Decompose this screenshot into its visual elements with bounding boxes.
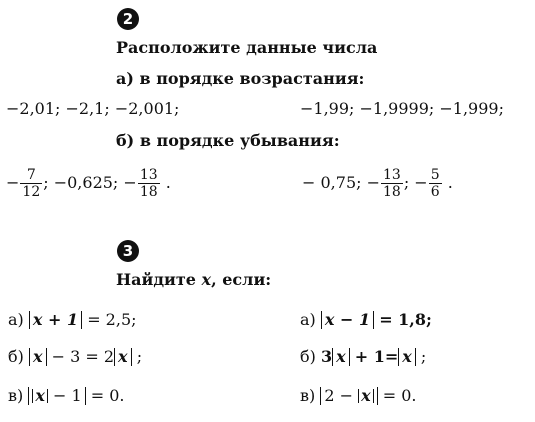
task-title: Расположите данные числа (116, 38, 378, 57)
absolute-value: x (332, 348, 350, 366)
task-title: Найдите x, если: (116, 270, 272, 289)
equation-left-a: а) x + 1 = 2,5; (8, 310, 137, 329)
fraction: $\frac{7}{12}$ (22, 167, 41, 200)
subtask-a-label: а) в порядке возрастания: (116, 69, 365, 88)
equation-right-c: в) 2 − x = 0. (300, 386, 417, 405)
absolute-value: x + 1 (29, 311, 82, 329)
fractions-right-b: − 0,75; − $\frac{13}{18}$ ; − $\frac{5}{6}$ . (302, 167, 453, 200)
subtask-b-label: б) в порядке убывания: (116, 131, 340, 150)
task-number-badge (117, 8, 139, 30)
task-number: 2 (122, 10, 134, 28)
equation-left-b: б) x − 3 = 2 x ; (8, 347, 143, 366)
absolute-value: x (114, 348, 132, 366)
absolute-value: x (32, 389, 48, 403)
task-number: 3 (122, 242, 134, 260)
fraction: $\frac{13}{18}$ (383, 167, 401, 200)
equation-left-c: в) x − 1 = 0. (8, 386, 125, 405)
absolute-value: 2 − x (320, 387, 377, 405)
fraction: $\frac{13}{18}$ (139, 167, 158, 200)
absolute-value: x (29, 348, 47, 366)
fraction: $\frac{5}{6}$ (430, 167, 440, 200)
equation-right-b: б) 3 x + 1= x ; (300, 347, 427, 366)
absolute-value: x − 1 (321, 311, 374, 329)
numbers-left-a: −2,01; −2,1; −2,001; (6, 99, 180, 118)
fractions-left-b: − $\frac{7}{12}$ ; −0,625; − $\frac{13}{18}$ . (6, 167, 171, 200)
absolute-value: x (358, 389, 374, 403)
numbers-right-a: −1,99; −1,9999; −1,999; (300, 99, 504, 118)
task-number-badge (117, 240, 139, 262)
absolute-value: x (398, 348, 416, 366)
equation-right-a: а) x − 1 = 1,8; (300, 310, 432, 329)
absolute-value: x − 1 (28, 387, 85, 405)
